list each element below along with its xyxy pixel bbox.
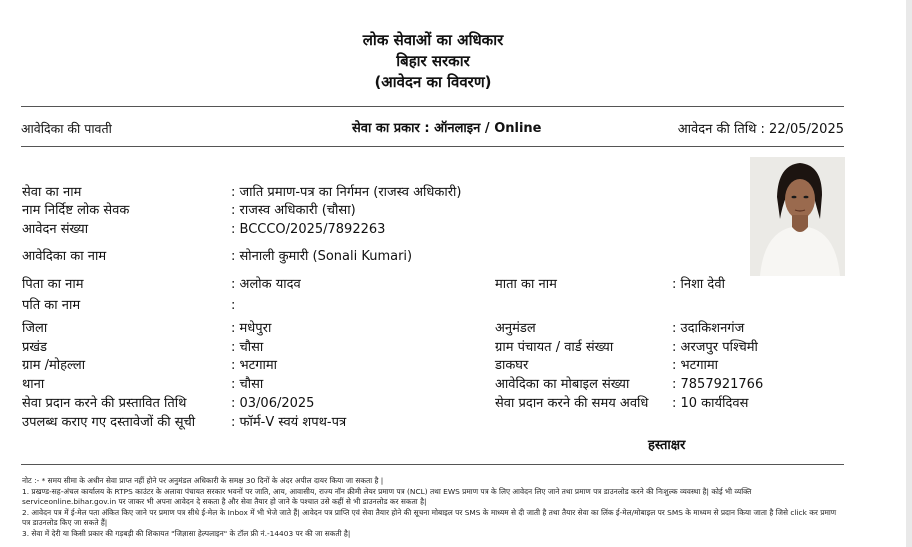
note-2: 2. आवेदन पत्र में ई-मेल पता अंकित किए जाने पर प्रमाण पत्र सीधे ई-मेल के Inbox में भी भेजे जाते हैं| आवेदन पत्र प्राप्ति एवं सेवा तैयार होने की सूचना मोबाइल पर SMS के माध्यम से दी जाती है तथा तैयार सेवा का लिंक ई-मेल/मोबाइल पर SMS के माध्यम से प्रदान किया जाता है जिसे click कर प्रमाण पत्र डाउनलोड किए जा सकते हैं| (22, 507, 837, 527)
mother-name-label: माता का नाम (495, 277, 557, 292)
service-type: सेवा का प्रकार : ऑनलाइन / Online (352, 121, 542, 136)
post-office-label: डाकघर (495, 358, 529, 373)
applicant-name-value: : सोनाली कुमारी (Sonali Kumari) (231, 249, 413, 264)
page-edge (906, 0, 912, 547)
divider-top (21, 106, 844, 107)
application-number-value: : BCCCO/2025/7892263 (231, 222, 386, 237)
block-label: प्रखंड (22, 340, 47, 355)
proposed-date-value: : 03/06/2025 (231, 396, 315, 411)
notes-section (22, 476, 842, 539)
subdivision-label: अनुमंडल (495, 321, 536, 336)
service-name-value: : जाति प्रमाण-पत्र का निर्गमन (राजस्व अधिकारी) (231, 185, 462, 200)
police-station-label: थाना (22, 377, 45, 392)
panchayat-label: ग्राम पंचायत / वार्ड संख्या (495, 340, 614, 355)
note-1: 1. प्रखण्ड-सह-अंचल कार्यालय के RTPS काउंटर के अलावा पंचायत सरकार भवनों पर जाति, आय, आवासीय, राज्य नॉन क्रीमी लेयर प्रमाण पत्र (NCL) तथा EWS प्रमाण पत्र के लिए आवेदन लिए जाने तथा प्रमाण पत्र डाउनलोड करने की निःशुल्क व्यवस्था है| कोई भी व्यक्ति serviceonline.bihar.gov.in पर जाकर भी अपना आवेदन दे सकता है और सेवा तैयार हो जाने के पश्चात उसे कहीं से भी डाउनलोड कर सकता है| (22, 486, 752, 506)
service-name-label: सेवा का नाम (22, 185, 82, 200)
note-3: 3. सेवा में देरी या किसी प्रकार की गड़बड़ी की शिकायत "जिज्ञासा हेल्पलाइन" के टॉल फ्री नं.-14403 पर की जा सकती है| (22, 528, 351, 538)
post-office-value: : भटगामा (672, 358, 719, 373)
documents-label: उपलब्ध कराए गए दस्तावेजों की सूची (22, 415, 196, 430)
district-value: : मधेपुरा (231, 321, 272, 336)
police-station-value: : चौसा (231, 377, 264, 392)
father-name-label: पिता का नाम (22, 277, 84, 292)
divider-receipt (21, 146, 844, 147)
receipt-label: आवेदिका की पावती (21, 121, 112, 136)
header-title: लोक सेवाओं का अधिकार (362, 31, 504, 49)
block-value: : चौसा (231, 340, 264, 355)
village-value: : भटगामा (231, 358, 278, 373)
divider-notes (21, 464, 844, 465)
receipt-row (21, 118, 844, 138)
header-government: बिहार सरकार (396, 52, 470, 70)
district-label: जिला (22, 321, 48, 336)
service-period-value: : 10 कार्यदिवस (672, 396, 749, 411)
village-label: ग्राम /मोहल्ला (22, 358, 86, 373)
designated-officer-value: : राजस्व अधिकारी (चौसा) (231, 203, 356, 218)
application-date: आवेदन की तिथि : 22/05/2025 (677, 122, 844, 137)
document-header (0, 30, 866, 93)
applicant-name-label: आवेदिका का नाम (22, 249, 107, 264)
husband-name-value: : (231, 298, 236, 313)
documents-value: : फॉर्म-V स्वयं शपथ-पत्र (231, 415, 347, 430)
application-number-label: आवेदन संख्या (22, 222, 89, 237)
subdivision-value: : उदाकिशनगंज (672, 321, 745, 336)
mobile-label: आवेदिका का मोबाइल संख्या (495, 377, 630, 392)
applicant-photo (750, 157, 845, 276)
header-subtitle: (आवेदन का विवरण) (374, 73, 492, 91)
father-name-value: : अलोक यादव (231, 277, 301, 292)
proposed-date-label: सेवा प्रदान करने की प्रस्तावित तिथि (22, 396, 187, 411)
mobile-value: : 7857921766 (672, 377, 764, 392)
signature-label: हस्ताक्षर (648, 438, 686, 453)
mother-name-value: : निशा देवी (672, 277, 725, 292)
panchayat-value: : अरजपुर पश्चिमी (672, 340, 758, 355)
note-appeal: नोट :- * समय सीमा के अधीन सेवा प्राप्त नहीं होने पर अनुमंडल अधिकारी के समक्ष 30 दिनों के अंदर अपील दायर किया जा सकता है | (22, 476, 384, 485)
designated-officer-label: नाम निर्दिष्ट लोक सेवक (22, 203, 130, 218)
husband-name-label: पति का नाम (22, 298, 81, 313)
service-period-label: सेवा प्रदान करने की समय अवधि (495, 396, 649, 411)
